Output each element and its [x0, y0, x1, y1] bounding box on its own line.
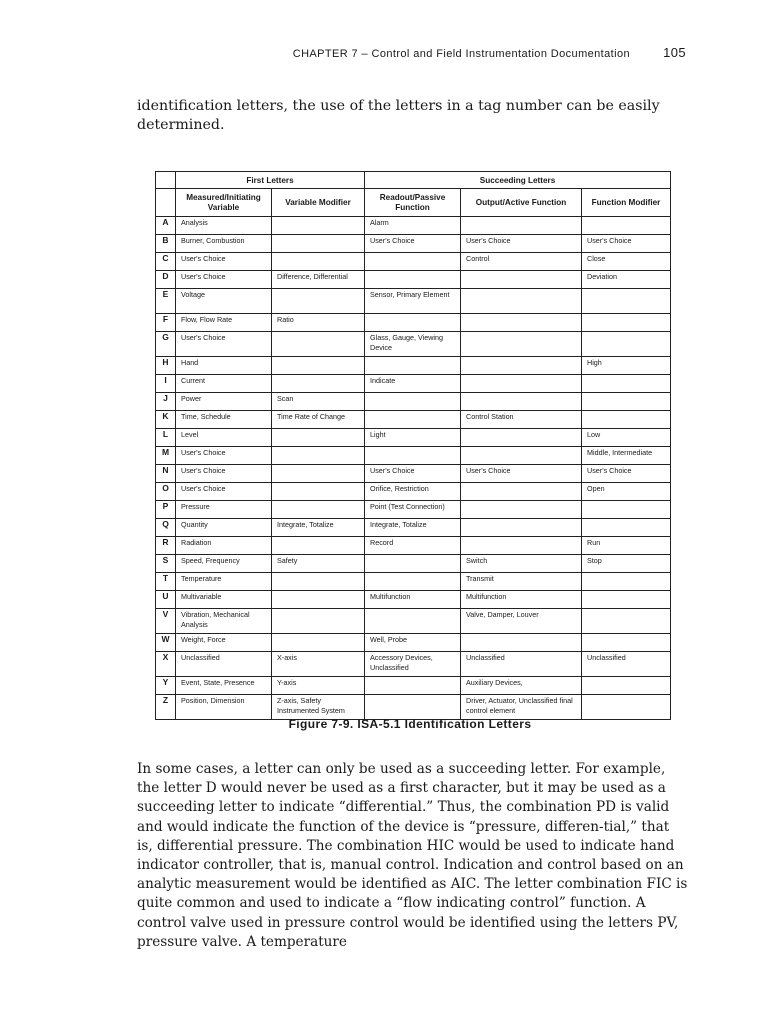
- table-cell: [461, 357, 582, 375]
- table-row: [156, 591, 671, 609]
- table-row: [156, 217, 671, 235]
- table-cell: [582, 393, 671, 411]
- table-cell: User's Choice: [176, 253, 272, 271]
- row-letter: I: [156, 375, 176, 393]
- table-row: [156, 235, 671, 253]
- table-cell: [272, 447, 365, 465]
- table-cell: [461, 217, 582, 235]
- table-cell: Analysis: [176, 217, 272, 235]
- row-letter: D: [156, 271, 176, 289]
- row-letter: S: [156, 555, 176, 573]
- table-cell: Stop: [582, 555, 671, 573]
- table-cell: Light: [365, 429, 461, 447]
- table-cell: Current: [176, 375, 272, 393]
- table-cell: Multifunction: [461, 591, 582, 609]
- table-cell: Switch: [461, 555, 582, 573]
- table-cell: [461, 332, 582, 357]
- table-cell: Z-axis, Safety Instrumented System: [272, 695, 365, 720]
- table-cell: Indicate: [365, 375, 461, 393]
- table-row: [156, 573, 671, 591]
- corner-cell: [156, 172, 176, 189]
- row-letter: N: [156, 465, 176, 483]
- row-letter: A: [156, 217, 176, 235]
- table-row: [156, 357, 671, 375]
- row-letter: E: [156, 289, 176, 314]
- table-cell: [272, 591, 365, 609]
- table-cell: Pressure: [176, 501, 272, 519]
- table-cell: [365, 357, 461, 375]
- running-header: [0, 45, 768, 65]
- table-cell: [272, 483, 365, 501]
- table-cell: [272, 217, 365, 235]
- row-letter: L: [156, 429, 176, 447]
- table-row: [156, 253, 671, 271]
- column-header: Function Modifier: [582, 189, 671, 217]
- table-cell: [461, 289, 582, 314]
- chapter-title: CHAPTER 7 – Control and Field Instrumentation Documentation: [292, 48, 630, 60]
- table-cell: [582, 634, 671, 652]
- table-row: [156, 483, 671, 501]
- column-header: Measured/Initiating Variable: [176, 189, 272, 217]
- letter-column-header: [156, 189, 176, 217]
- table-cell: [272, 253, 365, 271]
- table-cell: Voltage: [176, 289, 272, 314]
- table-cell: [582, 332, 671, 357]
- table-cell: [272, 634, 365, 652]
- row-letter: J: [156, 393, 176, 411]
- table-cell: User's Choice: [461, 235, 582, 253]
- table-cell: Time Rate of Change: [272, 411, 365, 429]
- table-cell: Burner, Combustion: [176, 235, 272, 253]
- table-cell: [461, 271, 582, 289]
- table-row: [156, 429, 671, 447]
- row-letter: V: [156, 609, 176, 634]
- table-cell: [365, 677, 461, 695]
- table-cell: Time, Schedule: [176, 411, 272, 429]
- row-letter: Z: [156, 695, 176, 720]
- table-cell: [365, 393, 461, 411]
- table-cell: [461, 314, 582, 332]
- row-letter: R: [156, 537, 176, 555]
- table-row: [156, 695, 671, 720]
- table-cell: [272, 429, 365, 447]
- table-cell: [272, 609, 365, 634]
- table-cell: [365, 573, 461, 591]
- table-cell: Weight, Force: [176, 634, 272, 652]
- table-cell: User's Choice: [176, 465, 272, 483]
- group-header-succeeding-letters: Succeeding Letters: [365, 172, 671, 189]
- row-letter: O: [156, 483, 176, 501]
- table-row: [156, 465, 671, 483]
- table-row: [156, 314, 671, 332]
- table-cell: [461, 483, 582, 501]
- intro-paragraph: identification letters, the use of the letters in a tag number can be easily determined.: [137, 98, 660, 133]
- table-cell: Unclassified: [461, 652, 582, 677]
- table-cell: Glass, Gauge, Viewing Device: [365, 332, 461, 357]
- table-cell: [582, 314, 671, 332]
- table-cell: [272, 332, 365, 357]
- row-letter: F: [156, 314, 176, 332]
- table-cell: [272, 357, 365, 375]
- table-cell: User's Choice: [176, 332, 272, 357]
- table-cell: [365, 271, 461, 289]
- table-cell: Valve, Damper, Louver: [461, 609, 582, 634]
- table-cell: Level: [176, 429, 272, 447]
- table-cell: Difference, Differential: [272, 271, 365, 289]
- table-cell: [272, 537, 365, 555]
- body-paragraph: In some cases, a letter can only be used as a succeeding letter. For example, the letter D would never be used as a first character, but it may be used as a succeeding letter to indicate “differential.” Thus, the combination PD is valid and would indicate the function of the device is “pressure, differen-tial,” that is, differential pressure. The combination HIC would be used to indicate hand indicator controller, that is, manual control. Indication and control based on an analytic measurement would be identified as AIC. The letter combination FIC is quite common and used to indicate a “flow indicating control” function. A control valve used in pressure control would be identified using the letters PV, pressure valve. A temperature: [137, 761, 688, 950]
- row-letter: Y: [156, 677, 176, 695]
- column-header: Readout/Passive Function: [365, 189, 461, 217]
- table-cell: [365, 314, 461, 332]
- row-letter: X: [156, 652, 176, 677]
- table-row: [156, 677, 671, 695]
- table-cell: Unclassified: [176, 652, 272, 677]
- identification-letters-table: [155, 171, 671, 720]
- row-letter: W: [156, 634, 176, 652]
- table-cell: Quantity: [176, 519, 272, 537]
- page-number: 105: [663, 45, 686, 60]
- table-row: [156, 447, 671, 465]
- table-cell: Sensor, Primary Element: [365, 289, 461, 314]
- table-cell: [582, 609, 671, 634]
- row-letter: M: [156, 447, 176, 465]
- table-cell: Unclassified: [582, 652, 671, 677]
- table-cell: Deviation: [582, 271, 671, 289]
- table-row: [156, 555, 671, 573]
- table-cell: Orifice, Restriction: [365, 483, 461, 501]
- table-cell: Control: [461, 253, 582, 271]
- table-cell: Control Station: [461, 411, 582, 429]
- table-cell: [272, 465, 365, 483]
- table-cell: [272, 375, 365, 393]
- table-cell: User's Choice: [176, 483, 272, 501]
- table-cell: Radiation: [176, 537, 272, 555]
- row-letter: H: [156, 357, 176, 375]
- table-cell: [461, 429, 582, 447]
- table-row: [156, 501, 671, 519]
- table-row: [156, 652, 671, 677]
- table-cell: [461, 519, 582, 537]
- table-cell: User's Choice: [582, 465, 671, 483]
- figure-caption: Figure 7-9. ISA-5.1 Identification Letters: [288, 717, 532, 731]
- table-cell: User's Choice: [176, 271, 272, 289]
- table-cell: Low: [582, 429, 671, 447]
- table-cell: [365, 447, 461, 465]
- table-row: [156, 519, 671, 537]
- table-cell: [582, 519, 671, 537]
- table-cell: [582, 677, 671, 695]
- table-cell: Middle, Intermediate: [582, 447, 671, 465]
- table-cell: Ratio: [272, 314, 365, 332]
- table-cell: [582, 573, 671, 591]
- table-cell: [582, 591, 671, 609]
- table-cell: Integrate, Totalize: [272, 519, 365, 537]
- table-cell: Speed, Frequency: [176, 555, 272, 573]
- table-cell: Alarm: [365, 217, 461, 235]
- table-cell: [365, 609, 461, 634]
- table-cell: [582, 411, 671, 429]
- table-cell: [365, 253, 461, 271]
- table-row: [156, 271, 671, 289]
- group-header-first-letters: First Letters: [176, 172, 365, 189]
- table-cell: Run: [582, 537, 671, 555]
- row-letter: K: [156, 411, 176, 429]
- table-cell: Safety: [272, 555, 365, 573]
- table-cell: [461, 537, 582, 555]
- table-cell: [272, 501, 365, 519]
- table-cell: [365, 411, 461, 429]
- table-cell: Well, Probe: [365, 634, 461, 652]
- table-cell: [365, 695, 461, 720]
- table-cell: User's Choice: [365, 465, 461, 483]
- table-cell: [582, 695, 671, 720]
- table-cell: User's Choice: [582, 235, 671, 253]
- table-cell: Power: [176, 393, 272, 411]
- table-cell: Hand: [176, 357, 272, 375]
- table-cell: Scan: [272, 393, 365, 411]
- table-cell: Driver, Actuator, Unclassified final control element: [461, 695, 582, 720]
- table-cell: Record: [365, 537, 461, 555]
- table-cell: [272, 289, 365, 314]
- row-letter: T: [156, 573, 176, 591]
- table-body: [156, 217, 671, 720]
- table-cell: [461, 501, 582, 519]
- table-row: [156, 537, 671, 555]
- column-header: Variable Modifier: [272, 189, 365, 217]
- table-cell: Y-axis: [272, 677, 365, 695]
- table-cell: [582, 289, 671, 314]
- table-cell: Multivariable: [176, 591, 272, 609]
- table-cell: [582, 501, 671, 519]
- table-row: [156, 332, 671, 357]
- table-cell: Close: [582, 253, 671, 271]
- table-cell: Transmit: [461, 573, 582, 591]
- table-row: [156, 393, 671, 411]
- table-cell: [272, 573, 365, 591]
- table-cell: [461, 447, 582, 465]
- table-cell: X-axis: [272, 652, 365, 677]
- table-cell: [582, 375, 671, 393]
- table-cell: Point (Test Connection): [365, 501, 461, 519]
- table-row: [156, 411, 671, 429]
- table-cell: Integrate, Totalize: [365, 519, 461, 537]
- table-row: [156, 634, 671, 652]
- row-letter: Q: [156, 519, 176, 537]
- table-cell: User's Choice: [365, 235, 461, 253]
- table-row: [156, 375, 671, 393]
- table-cell: Auxiliary Devices,: [461, 677, 582, 695]
- column-header: Output/Active Function: [461, 189, 582, 217]
- table-cell: Accessory Devices, Unclassified: [365, 652, 461, 677]
- table-cell: Vibration, Mechanical Analysis: [176, 609, 272, 634]
- table-cell: Flow, Flow Rate: [176, 314, 272, 332]
- row-letter: U: [156, 591, 176, 609]
- table-row: [156, 289, 671, 314]
- table-cell: [272, 235, 365, 253]
- table-row: [156, 609, 671, 634]
- table-cell: [461, 375, 582, 393]
- table-cell: [461, 634, 582, 652]
- table-cell: [582, 217, 671, 235]
- table-cell: Multifunction: [365, 591, 461, 609]
- row-letter: B: [156, 235, 176, 253]
- table-cell: Temperature: [176, 573, 272, 591]
- table-cell: User's Choice: [461, 465, 582, 483]
- table-cell: Open: [582, 483, 671, 501]
- table-cell: [461, 393, 582, 411]
- row-letter: C: [156, 253, 176, 271]
- table-cell: [365, 555, 461, 573]
- table-cell: User's Choice: [176, 447, 272, 465]
- table-cell: Event, State, Presence: [176, 677, 272, 695]
- table-cell: Position, Dimension: [176, 695, 272, 720]
- row-letter: P: [156, 501, 176, 519]
- row-letter: G: [156, 332, 176, 357]
- table-cell: High: [582, 357, 671, 375]
